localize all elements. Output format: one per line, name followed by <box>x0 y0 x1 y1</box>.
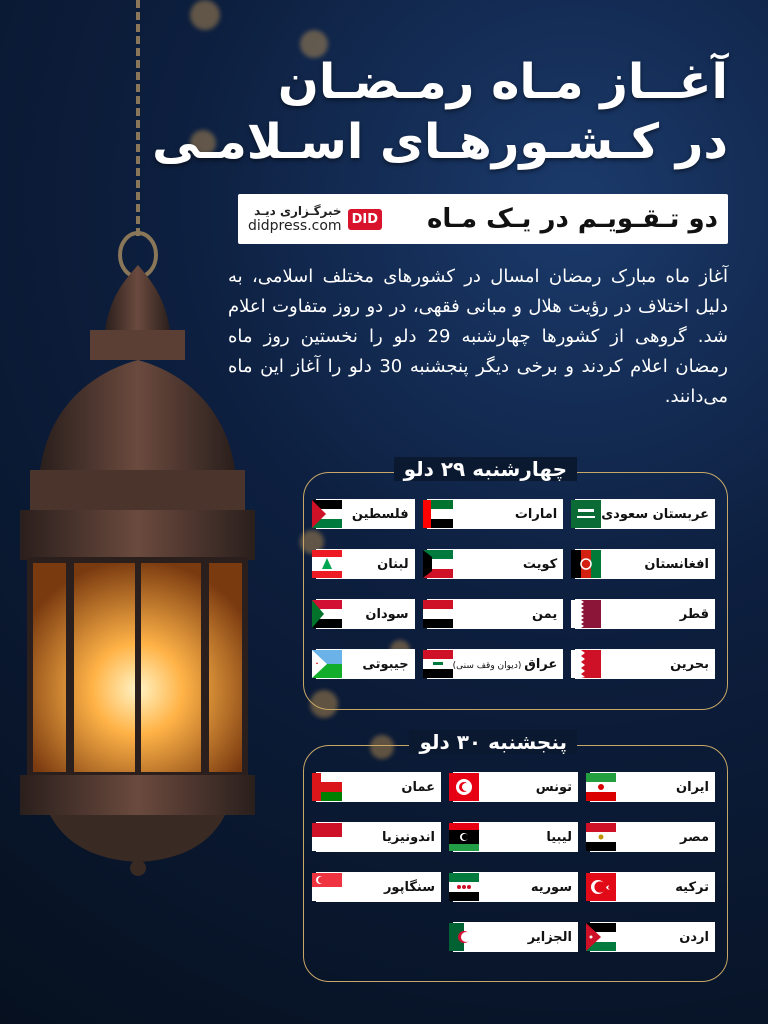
lebanon-flag-icon <box>312 550 342 578</box>
country-item <box>453 872 578 902</box>
country-name: بحرین <box>670 656 709 672</box>
palestine-flag-icon <box>312 500 342 528</box>
country-item <box>316 649 415 679</box>
country-name: یمن <box>531 606 558 622</box>
country-item <box>575 599 715 629</box>
country-name: تونس <box>535 779 572 795</box>
country-name: قطر <box>679 606 709 622</box>
country-name: سنگاپور <box>383 879 435 895</box>
country-item <box>575 549 715 579</box>
country-name: امارات <box>514 506 558 522</box>
country-item <box>316 822 441 852</box>
saudi-flag-icon <box>571 500 601 528</box>
country-item <box>453 822 578 852</box>
country-item <box>316 599 415 629</box>
qatar-flag-icon <box>571 600 601 628</box>
country-name: فلسطین <box>351 506 409 522</box>
country-name: سوریه <box>530 879 572 895</box>
turkey-flag-icon <box>586 873 616 901</box>
group-thursday-list <box>316 772 715 952</box>
country-item <box>453 772 578 802</box>
country-item <box>590 772 715 802</box>
country-item <box>575 499 715 529</box>
subtitle-banner <box>238 194 728 244</box>
group-wednesday-heading: چهارشنبه ۲۹ دلو <box>394 457 577 481</box>
yemen-flag-icon <box>423 600 453 628</box>
country-name: سودان <box>365 606 409 622</box>
country-name: عمان <box>401 779 435 795</box>
group-thursday-panel <box>303 730 728 982</box>
uae-flag-icon <box>423 500 453 528</box>
country-item <box>427 649 564 679</box>
country-item <box>575 649 715 679</box>
group-wednesday-panel <box>303 457 728 710</box>
country-item <box>316 872 441 902</box>
country-name: اندونیزیا <box>382 829 435 845</box>
country-item <box>453 922 578 952</box>
iraq-flag-icon <box>423 650 453 678</box>
brand-text <box>248 204 342 234</box>
country-item <box>590 822 715 852</box>
country-item <box>316 549 415 579</box>
country-item <box>316 772 441 802</box>
country-name: لیبیا <box>546 829 572 845</box>
brand-logo <box>248 204 382 234</box>
algeria-flag-icon <box>449 923 479 951</box>
country-note: (دیوان وقف سنی) <box>452 660 525 671</box>
singapore-flag-icon <box>312 873 342 901</box>
page-title <box>152 52 728 172</box>
group-thursday-heading: پنجشنبه ۳۰ دلو <box>409 730 577 754</box>
country-name: افغانستان <box>644 556 709 572</box>
country-item <box>427 549 564 579</box>
brand-name-fa: خبرگـزاری دیـد <box>254 204 342 218</box>
country-name: جیبوتی <box>362 656 409 672</box>
oman-flag-icon <box>312 773 342 801</box>
country-item <box>590 872 715 902</box>
country-name: کویت <box>522 556 558 572</box>
group-wednesday-list <box>316 499 715 679</box>
title-line-2: در کـشـورهـای اسـلامـی <box>152 114 728 170</box>
afghanistan-flag-icon <box>571 550 601 578</box>
country-name: مصر <box>680 829 709 845</box>
bahrain-flag-icon <box>571 650 601 678</box>
country-name: ایران <box>676 779 709 795</box>
djibouti-flag-icon <box>312 650 342 678</box>
subtitle: دو تـقـویـم در یـک مـاه <box>427 204 718 234</box>
indonesia-flag-icon <box>312 823 342 851</box>
intro-paragraph: آغاز ماه مبارک رمضان امسال در کشورهای مختلف اسلامی، به دلیل اختلاف در رؤیت هلال و مبانی فقهی، در دو روز متفاوت اعلام شد. گروهی از کشورها چهارشنبه 29 دلو را نخستین روز ماه رمضان اعلام کردند و برخی دیگر پنجشنبه 30 دلو را آغاز این ماه می‌دانند. <box>228 266 729 407</box>
libya-flag-icon <box>449 823 479 851</box>
country-item <box>316 499 415 529</box>
country-item <box>590 922 715 952</box>
sudan-flag-icon <box>312 600 342 628</box>
egypt-flag-icon <box>586 823 616 851</box>
tunisia-flag-icon <box>449 773 479 801</box>
jordan-flag-icon <box>586 923 616 951</box>
syria-flag-icon <box>449 873 479 901</box>
country-name: لبنان <box>377 556 409 572</box>
country-name: عراق (دیوان وقف سنی) <box>452 656 558 672</box>
title-line-1: آغــاز مـاه رمـضـان <box>277 54 728 110</box>
brand-url: didpress.com <box>248 218 342 234</box>
country-name: عربستان سعودی <box>601 506 709 522</box>
kuwait-flag-icon <box>423 550 453 578</box>
brand-mark: DID <box>348 209 382 230</box>
iran-flag-icon <box>586 773 616 801</box>
country-item <box>427 599 564 629</box>
country-name: الجزایر <box>527 929 572 945</box>
country-name: ترکیه <box>675 879 709 895</box>
country-name: اردن <box>679 929 709 945</box>
country-item <box>427 499 564 529</box>
